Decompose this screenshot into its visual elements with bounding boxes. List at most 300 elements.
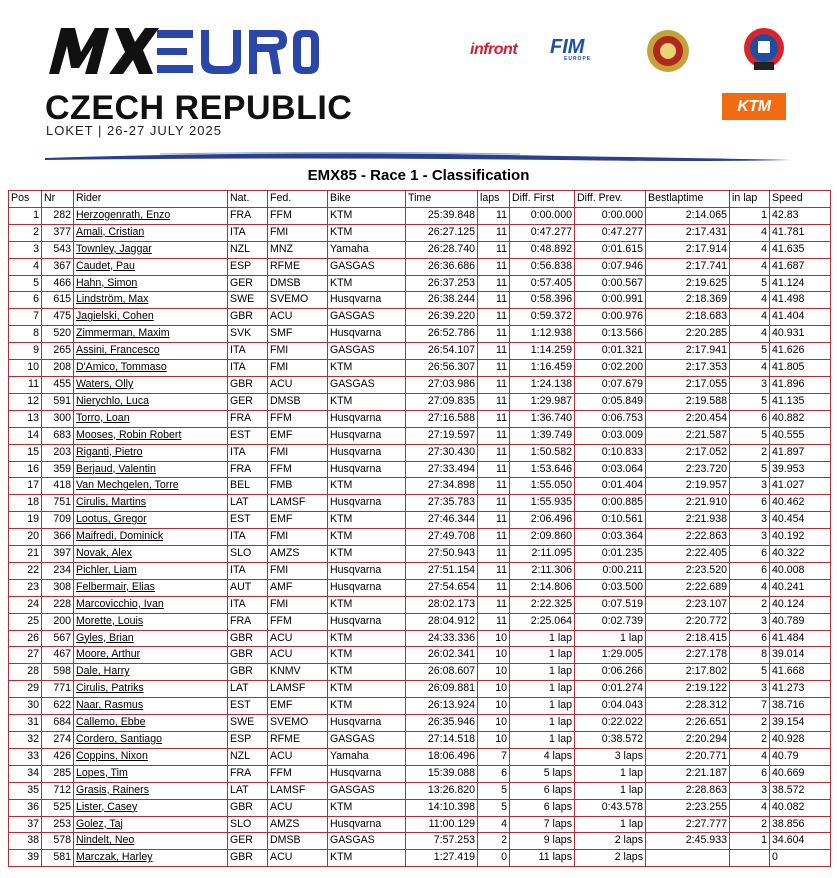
- cell-diff-first: 1 lap: [510, 698, 575, 715]
- table-row: [9, 799, 831, 816]
- cell-bike: GASGAS: [328, 732, 406, 749]
- cell-diff-prev: 1 lap: [575, 630, 646, 647]
- cell-bestlaptime: 2:22.689: [646, 579, 730, 596]
- cell-diff-prev: 2 laps: [575, 833, 646, 850]
- cell-fed: FFM: [268, 461, 328, 478]
- cell-rider[interactable]: Naar, Rasmus: [74, 698, 228, 715]
- col-rider: Rider: [74, 191, 228, 208]
- cell-bestlaptime: 2:17.914: [646, 241, 730, 258]
- cell-nr: 285: [42, 765, 74, 782]
- cell-bestlaptime: 2:18.415: [646, 630, 730, 647]
- cell-speed: 40.192: [770, 529, 831, 546]
- cell-pos: 35: [9, 782, 42, 799]
- cell-rider[interactable]: Cirulis, Martins: [74, 495, 228, 512]
- cell-bike: Husqvarna: [328, 495, 406, 512]
- cell-nr: 418: [42, 478, 74, 495]
- cell-diff-prev: 0:00.000: [575, 207, 646, 224]
- cell-speed: 41.273: [770, 681, 831, 698]
- cell-in-lap: 6: [730, 562, 770, 579]
- cell-rider[interactable]: Jagielski, Cohen: [74, 309, 228, 326]
- cell-speed: 38.572: [770, 782, 831, 799]
- cell-bike: Yamaha: [328, 748, 406, 765]
- col-speed: Speed: [770, 191, 831, 208]
- cell-rider[interactable]: Zimmerman, Maxim: [74, 326, 228, 343]
- table-row: [9, 816, 831, 833]
- cell-time: 14:10.398: [406, 799, 478, 816]
- cell-bike: KTM: [328, 698, 406, 715]
- cell-nat: GER: [228, 393, 268, 410]
- cell-bike: Husqvarna: [328, 715, 406, 732]
- cell-fed: LAMSF: [268, 782, 328, 799]
- cell-nat: ITA: [228, 596, 268, 613]
- cell-bike: Husqvarna: [328, 613, 406, 630]
- cell-fed: AMZS: [268, 816, 328, 833]
- cell-laps: 10: [478, 647, 510, 664]
- cell-fed: EMF: [268, 427, 328, 444]
- cell-rider[interactable]: Golez, Taj: [74, 816, 228, 833]
- cell-rider[interactable]: Moore, Arthur: [74, 647, 228, 664]
- cell-laps: 11: [478, 495, 510, 512]
- cell-time: 27:19.597: [406, 427, 478, 444]
- cell-bike: KTM: [328, 393, 406, 410]
- cell-fed: ACU: [268, 630, 328, 647]
- cell-pos: 10: [9, 360, 42, 377]
- cell-diff-prev: 0:01.235: [575, 546, 646, 563]
- cell-pos: 9: [9, 343, 42, 360]
- classification-title: EMX85 - Race 1 - Classification: [307, 167, 530, 184]
- cell-pos: 11: [9, 376, 42, 393]
- cell-laps: 11: [478, 579, 510, 596]
- classification-table: [8, 190, 831, 867]
- cell-fed: AMZS: [268, 546, 328, 563]
- cell-nr: 426: [42, 748, 74, 765]
- cell-bike: GASGAS: [328, 833, 406, 850]
- cell-speed: 38.856: [770, 816, 831, 833]
- cell-diff-first: 1:29.987: [510, 393, 575, 410]
- cell-pos: 31: [9, 715, 42, 732]
- cell-diff-prev: 1 lap: [575, 816, 646, 833]
- cell-pos: 37: [9, 816, 42, 833]
- cell-pos: 38: [9, 833, 42, 850]
- table-row: [9, 681, 831, 698]
- cell-rider[interactable]: Nierychlo, Luca: [74, 393, 228, 410]
- header: [0, 0, 837, 165]
- cell-nr: 234: [42, 562, 74, 579]
- cell-nat: GBR: [228, 376, 268, 393]
- table-row: [9, 579, 831, 596]
- cell-pos: 30: [9, 698, 42, 715]
- cell-nat: ITA: [228, 562, 268, 579]
- cell-nr: 525: [42, 799, 74, 816]
- table-row: [9, 410, 831, 427]
- cell-nr: 455: [42, 376, 74, 393]
- cell-bestlaptime: 2:14.065: [646, 207, 730, 224]
- cell-pos: 6: [9, 292, 42, 309]
- cell-in-lap: 4: [730, 309, 770, 326]
- cell-bike: Husqvarna: [328, 461, 406, 478]
- cell-in-lap: 4: [730, 258, 770, 275]
- cell-speed: 41.687: [770, 258, 831, 275]
- cell-diff-first: 6 laps: [510, 799, 575, 816]
- cell-bike: Husqvarna: [328, 326, 406, 343]
- cell-in-lap: 4: [730, 224, 770, 241]
- cell-diff-first: 6 laps: [510, 782, 575, 799]
- ktm-logo: KTM: [722, 93, 786, 120]
- cell-bike: KTM: [328, 546, 406, 563]
- cell-bestlaptime: 2:17.431: [646, 224, 730, 241]
- cell-nr: 300: [42, 410, 74, 427]
- cell-fed: FMB: [268, 478, 328, 495]
- cell-nr: 466: [42, 275, 74, 292]
- cell-bestlaptime: 2:23.107: [646, 596, 730, 613]
- cell-fed: KNMV: [268, 664, 328, 681]
- cell-diff-prev: 0:01.321: [575, 343, 646, 360]
- col-nat: Nat.: [228, 191, 268, 208]
- cell-time: 27:33.494: [406, 461, 478, 478]
- cell-pos: 22: [9, 562, 42, 579]
- cell-nr: 622: [42, 698, 74, 715]
- cell-nat: EST: [228, 512, 268, 529]
- cell-nr: 397: [42, 546, 74, 563]
- cell-speed: 41.404: [770, 309, 831, 326]
- cell-pos: 2: [9, 224, 42, 241]
- cell-speed: 39.154: [770, 715, 831, 732]
- cell-nr: 771: [42, 681, 74, 698]
- cell-rider[interactable]: Mooses, Robin Robert: [74, 427, 228, 444]
- cell-fed: LAMSF: [268, 681, 328, 698]
- cell-diff-first: 1 lap: [510, 681, 575, 698]
- cell-bike: KTM: [328, 275, 406, 292]
- table-row: [9, 292, 831, 309]
- cell-nr: 598: [42, 664, 74, 681]
- cell-bestlaptime: 2:17.941: [646, 343, 730, 360]
- cell-in-lap: 4: [730, 360, 770, 377]
- cell-nr: 366: [42, 529, 74, 546]
- cell-nat: GER: [228, 275, 268, 292]
- cell-diff-prev: 0:13.566: [575, 326, 646, 343]
- cell-rider[interactable]: Cirulis, Patriks: [74, 681, 228, 698]
- cell-rider[interactable]: Dale, Harry: [74, 664, 228, 681]
- cell-bike: KTM: [328, 596, 406, 613]
- cell-in-lap: 4: [730, 241, 770, 258]
- cell-time: 13:26.820: [406, 782, 478, 799]
- cell-laps: 11: [478, 275, 510, 292]
- cell-rider[interactable]: Marcovicchio, Ivan: [74, 596, 228, 613]
- cell-diff-prev: 2 laps: [575, 850, 646, 867]
- cell-speed: 41.781: [770, 224, 831, 241]
- cell-bestlaptime: 2:21.910: [646, 495, 730, 512]
- cell-rider[interactable]: Morette, Louis: [74, 613, 228, 630]
- cell-rider[interactable]: Lindström, Max: [74, 292, 228, 309]
- cell-speed: 41.498: [770, 292, 831, 309]
- cell-fed: FMI: [268, 444, 328, 461]
- cell-fed: RFME: [268, 258, 328, 275]
- cell-laps: 0: [478, 850, 510, 867]
- col-time: Time: [406, 191, 478, 208]
- cell-diff-first: 0:58.396: [510, 292, 575, 309]
- cell-nat: SLO: [228, 546, 268, 563]
- cell-diff-prev: 0:06.753: [575, 410, 646, 427]
- cell-bestlaptime: 2:21.187: [646, 765, 730, 782]
- cell-laps: 11: [478, 562, 510, 579]
- cell-speed: 41.635: [770, 241, 831, 258]
- cell-fed: DMSB: [268, 833, 328, 850]
- federation-badge-icon: [646, 29, 690, 73]
- cell-rider[interactable]: Callemo, Ebbe: [74, 715, 228, 732]
- table-row: [9, 596, 831, 613]
- col-nr: Nr: [42, 191, 74, 208]
- cell-laps: 11: [478, 461, 510, 478]
- cell-bestlaptime: 2:20.771: [646, 748, 730, 765]
- cell-nat: ITA: [228, 444, 268, 461]
- cell-nat: LAT: [228, 782, 268, 799]
- cell-in-lap: 2: [730, 715, 770, 732]
- table-row: [9, 732, 831, 749]
- cell-time: 27:49.708: [406, 529, 478, 546]
- cell-rider[interactable]: Maifredi, Dominick: [74, 529, 228, 546]
- table-row: [9, 765, 831, 782]
- cell-rider[interactable]: Hahn, Simon: [74, 275, 228, 292]
- cell-nr: 709: [42, 512, 74, 529]
- cell-rider[interactable]: Lootus, Gregor: [74, 512, 228, 529]
- cell-rider[interactable]: Riganti, Pietro: [74, 444, 228, 461]
- cell-nat: ESP: [228, 258, 268, 275]
- cell-time: 26:54.107: [406, 343, 478, 360]
- cell-diff-prev: 0:02.200: [575, 360, 646, 377]
- cell-laps: 10: [478, 715, 510, 732]
- cell-speed: 40.124: [770, 596, 831, 613]
- cell-nr: 200: [42, 613, 74, 630]
- cell-rider[interactable]: Townley, Jaggar: [74, 241, 228, 258]
- cell-diff-prev: 0:01.615: [575, 241, 646, 258]
- cell-speed: 40.789: [770, 613, 831, 630]
- cell-in-lap: 2: [730, 444, 770, 461]
- cell-diff-first: 1:24.138: [510, 376, 575, 393]
- cell-fed: FFM: [268, 613, 328, 630]
- cell-nr: 567: [42, 630, 74, 647]
- cell-in-lap: 3: [730, 512, 770, 529]
- cell-pos: 15: [9, 444, 42, 461]
- col-bestlaptime: Bestlaptime: [646, 191, 730, 208]
- cell-laps: 11: [478, 410, 510, 427]
- cell-diff-prev: 0:43.578: [575, 799, 646, 816]
- cell-diff-first: 1:55.050: [510, 478, 575, 495]
- cell-time: 27:09.835: [406, 393, 478, 410]
- cell-time: 26:28.740: [406, 241, 478, 258]
- cell-bestlaptime: 2:45.933: [646, 833, 730, 850]
- cell-pos: 8: [9, 326, 42, 343]
- header-swoosh-divider: [0, 148, 837, 164]
- col-in-lap: in lap: [730, 191, 770, 208]
- cell-pos: 26: [9, 630, 42, 647]
- cell-pos: 32: [9, 732, 42, 749]
- cell-fed: FMI: [268, 562, 328, 579]
- cell-bestlaptime: 2:21.938: [646, 512, 730, 529]
- cell-nat: AUT: [228, 579, 268, 596]
- cell-bike: KTM: [328, 529, 406, 546]
- cell-laps: 10: [478, 681, 510, 698]
- cell-time: 27:03.986: [406, 376, 478, 393]
- cell-rider[interactable]: Waters, Olly: [74, 376, 228, 393]
- cell-bestlaptime: 2:28.312: [646, 698, 730, 715]
- cell-diff-first: 1:55.935: [510, 495, 575, 512]
- cell-fed: EMF: [268, 512, 328, 529]
- cell-diff-first: 7 laps: [510, 816, 575, 833]
- cell-diff-first: 2:11.306: [510, 562, 575, 579]
- event-country: CZECH REPUBLIC: [45, 89, 353, 127]
- cell-rider[interactable]: Gyles, Brian: [74, 630, 228, 647]
- cell-pos: 29: [9, 681, 42, 698]
- cell-rider[interactable]: Grasis, Rainers: [74, 782, 228, 799]
- cell-rider[interactable]: Nindelt, Neo: [74, 833, 228, 850]
- cell-in-lap: 5: [730, 275, 770, 292]
- cell-bike: KTM: [328, 207, 406, 224]
- cell-bike: GASGAS: [328, 782, 406, 799]
- cell-diff-prev: 0:03.500: [575, 579, 646, 596]
- table-row: [9, 478, 831, 495]
- cell-time: 26:02.341: [406, 647, 478, 664]
- cell-in-lap: 4: [730, 292, 770, 309]
- cell-bestlaptime: 2:28.863: [646, 782, 730, 799]
- cell-in-lap: 8: [730, 647, 770, 664]
- cell-diff-prev: 1 lap: [575, 782, 646, 799]
- cell-bestlaptime: 2:17.055: [646, 376, 730, 393]
- cell-nat: FRA: [228, 765, 268, 782]
- cell-time: 18:06.496: [406, 748, 478, 765]
- table-row: [9, 630, 831, 647]
- cell-bike: Husqvarna: [328, 816, 406, 833]
- cell-in-lap: 3: [730, 613, 770, 630]
- cell-rider[interactable]: Berjaud, Valentin: [74, 461, 228, 478]
- cell-pos: 24: [9, 596, 42, 613]
- cell-nat: EST: [228, 427, 268, 444]
- cell-pos: 1: [9, 207, 42, 224]
- cell-speed: 42.83: [770, 207, 831, 224]
- cell-speed: 41.896: [770, 376, 831, 393]
- cell-rider[interactable]: Marczak, Harley: [74, 850, 228, 867]
- cell-in-lap: [730, 850, 770, 867]
- cell-nat: GER: [228, 833, 268, 850]
- cell-fed: RFME: [268, 732, 328, 749]
- cell-bike: Husqvarna: [328, 410, 406, 427]
- cell-rider[interactable]: Assini, Francesco: [74, 343, 228, 360]
- table-row: [9, 546, 831, 563]
- cell-laps: 10: [478, 698, 510, 715]
- cell-diff-first: 0:48.892: [510, 241, 575, 258]
- cell-rider[interactable]: Torro, Loan: [74, 410, 228, 427]
- cell-rider[interactable]: Novak, Alex: [74, 546, 228, 563]
- cell-diff-first: 1:50.582: [510, 444, 575, 461]
- club-badge-icon: [742, 26, 786, 74]
- cell-in-lap: 2: [730, 596, 770, 613]
- cell-rider[interactable]: Caudet, Pau: [74, 258, 228, 275]
- cell-diff-first: 0:57.405: [510, 275, 575, 292]
- cell-diff-prev: 3 laps: [575, 748, 646, 765]
- cell-time: 27:50.943: [406, 546, 478, 563]
- cell-nr: 467: [42, 647, 74, 664]
- table-row: [9, 207, 831, 224]
- col-pos: Pos: [9, 191, 42, 208]
- cell-time: 11:00.129: [406, 816, 478, 833]
- table-row: [9, 343, 831, 360]
- cell-speed: 40.082: [770, 799, 831, 816]
- cell-rider[interactable]: Felbermair, Elias: [74, 579, 228, 596]
- table-body: [9, 207, 831, 866]
- cell-laps: 2: [478, 833, 510, 850]
- cell-bestlaptime: 2:19.122: [646, 681, 730, 698]
- cell-diff-prev: 0:02.739: [575, 613, 646, 630]
- cell-rider[interactable]: Coppins, Nixon: [74, 748, 228, 765]
- cell-pos: 14: [9, 427, 42, 444]
- cell-time: 15:39.088: [406, 765, 478, 782]
- cell-laps: 11: [478, 546, 510, 563]
- cell-in-lap: 4: [730, 326, 770, 343]
- cell-rider[interactable]: D'Amico, Tommaso: [74, 360, 228, 377]
- cell-speed: 41.135: [770, 393, 831, 410]
- cell-rider[interactable]: Lister, Casey: [74, 799, 228, 816]
- cell-nat: GBR: [228, 309, 268, 326]
- cell-nat: LAT: [228, 495, 268, 512]
- cell-rider[interactable]: Amali, Cristian: [74, 224, 228, 241]
- cell-bestlaptime: 2:27.777: [646, 816, 730, 833]
- cell-diff-first: 1:12.938: [510, 326, 575, 343]
- table-row: [9, 613, 831, 630]
- cell-laps: 11: [478, 529, 510, 546]
- cell-diff-first: 1 lap: [510, 647, 575, 664]
- cell-rider[interactable]: Herzogenrath, Enzo: [74, 207, 228, 224]
- cell-in-lap: 1: [730, 833, 770, 850]
- cell-in-lap: 3: [730, 529, 770, 546]
- cell-nr: 578: [42, 833, 74, 850]
- cell-laps: 11: [478, 343, 510, 360]
- cell-diff-first: 2:06.496: [510, 512, 575, 529]
- cell-diff-first: 4 laps: [510, 748, 575, 765]
- cell-pos: 13: [9, 410, 42, 427]
- cell-diff-prev: 0:38.572: [575, 732, 646, 749]
- cell-time: 26:27.125: [406, 224, 478, 241]
- table-row: [9, 782, 831, 799]
- cell-laps: 5: [478, 782, 510, 799]
- cell-diff-first: 1:53.646: [510, 461, 575, 478]
- table-row: [9, 461, 831, 478]
- cell-rider[interactable]: Pichler, Liam: [74, 562, 228, 579]
- cell-nr: 543: [42, 241, 74, 258]
- cell-fed: FFM: [268, 207, 328, 224]
- cell-bestlaptime: 2:19.625: [646, 275, 730, 292]
- cell-diff-prev: 0:00.211: [575, 562, 646, 579]
- cell-rider[interactable]: Cordero, Santiago: [74, 732, 228, 749]
- cell-nr: 282: [42, 207, 74, 224]
- cell-rider[interactable]: Lopes, Tim: [74, 765, 228, 782]
- cell-in-lap: 4: [730, 799, 770, 816]
- table-row: [9, 224, 831, 241]
- cell-time: 27:16.588: [406, 410, 478, 427]
- cell-speed: 40.928: [770, 732, 831, 749]
- cell-nat: SLO: [228, 816, 268, 833]
- cell-bestlaptime: 2:20.454: [646, 410, 730, 427]
- fim-logo: [550, 36, 591, 62]
- cell-nr: 520: [42, 326, 74, 343]
- cell-diff-first: 1 lap: [510, 630, 575, 647]
- cell-pos: 12: [9, 393, 42, 410]
- cell-fed: DMSB: [268, 393, 328, 410]
- cell-nat: BEL: [228, 478, 268, 495]
- col-diff-prev: Diff. Prev.: [575, 191, 646, 208]
- cell-fed: FMI: [268, 343, 328, 360]
- cell-fed: SVEMO: [268, 715, 328, 732]
- cell-fed: ACU: [268, 850, 328, 867]
- cell-rider[interactable]: Van Mechgelen, Torre: [74, 478, 228, 495]
